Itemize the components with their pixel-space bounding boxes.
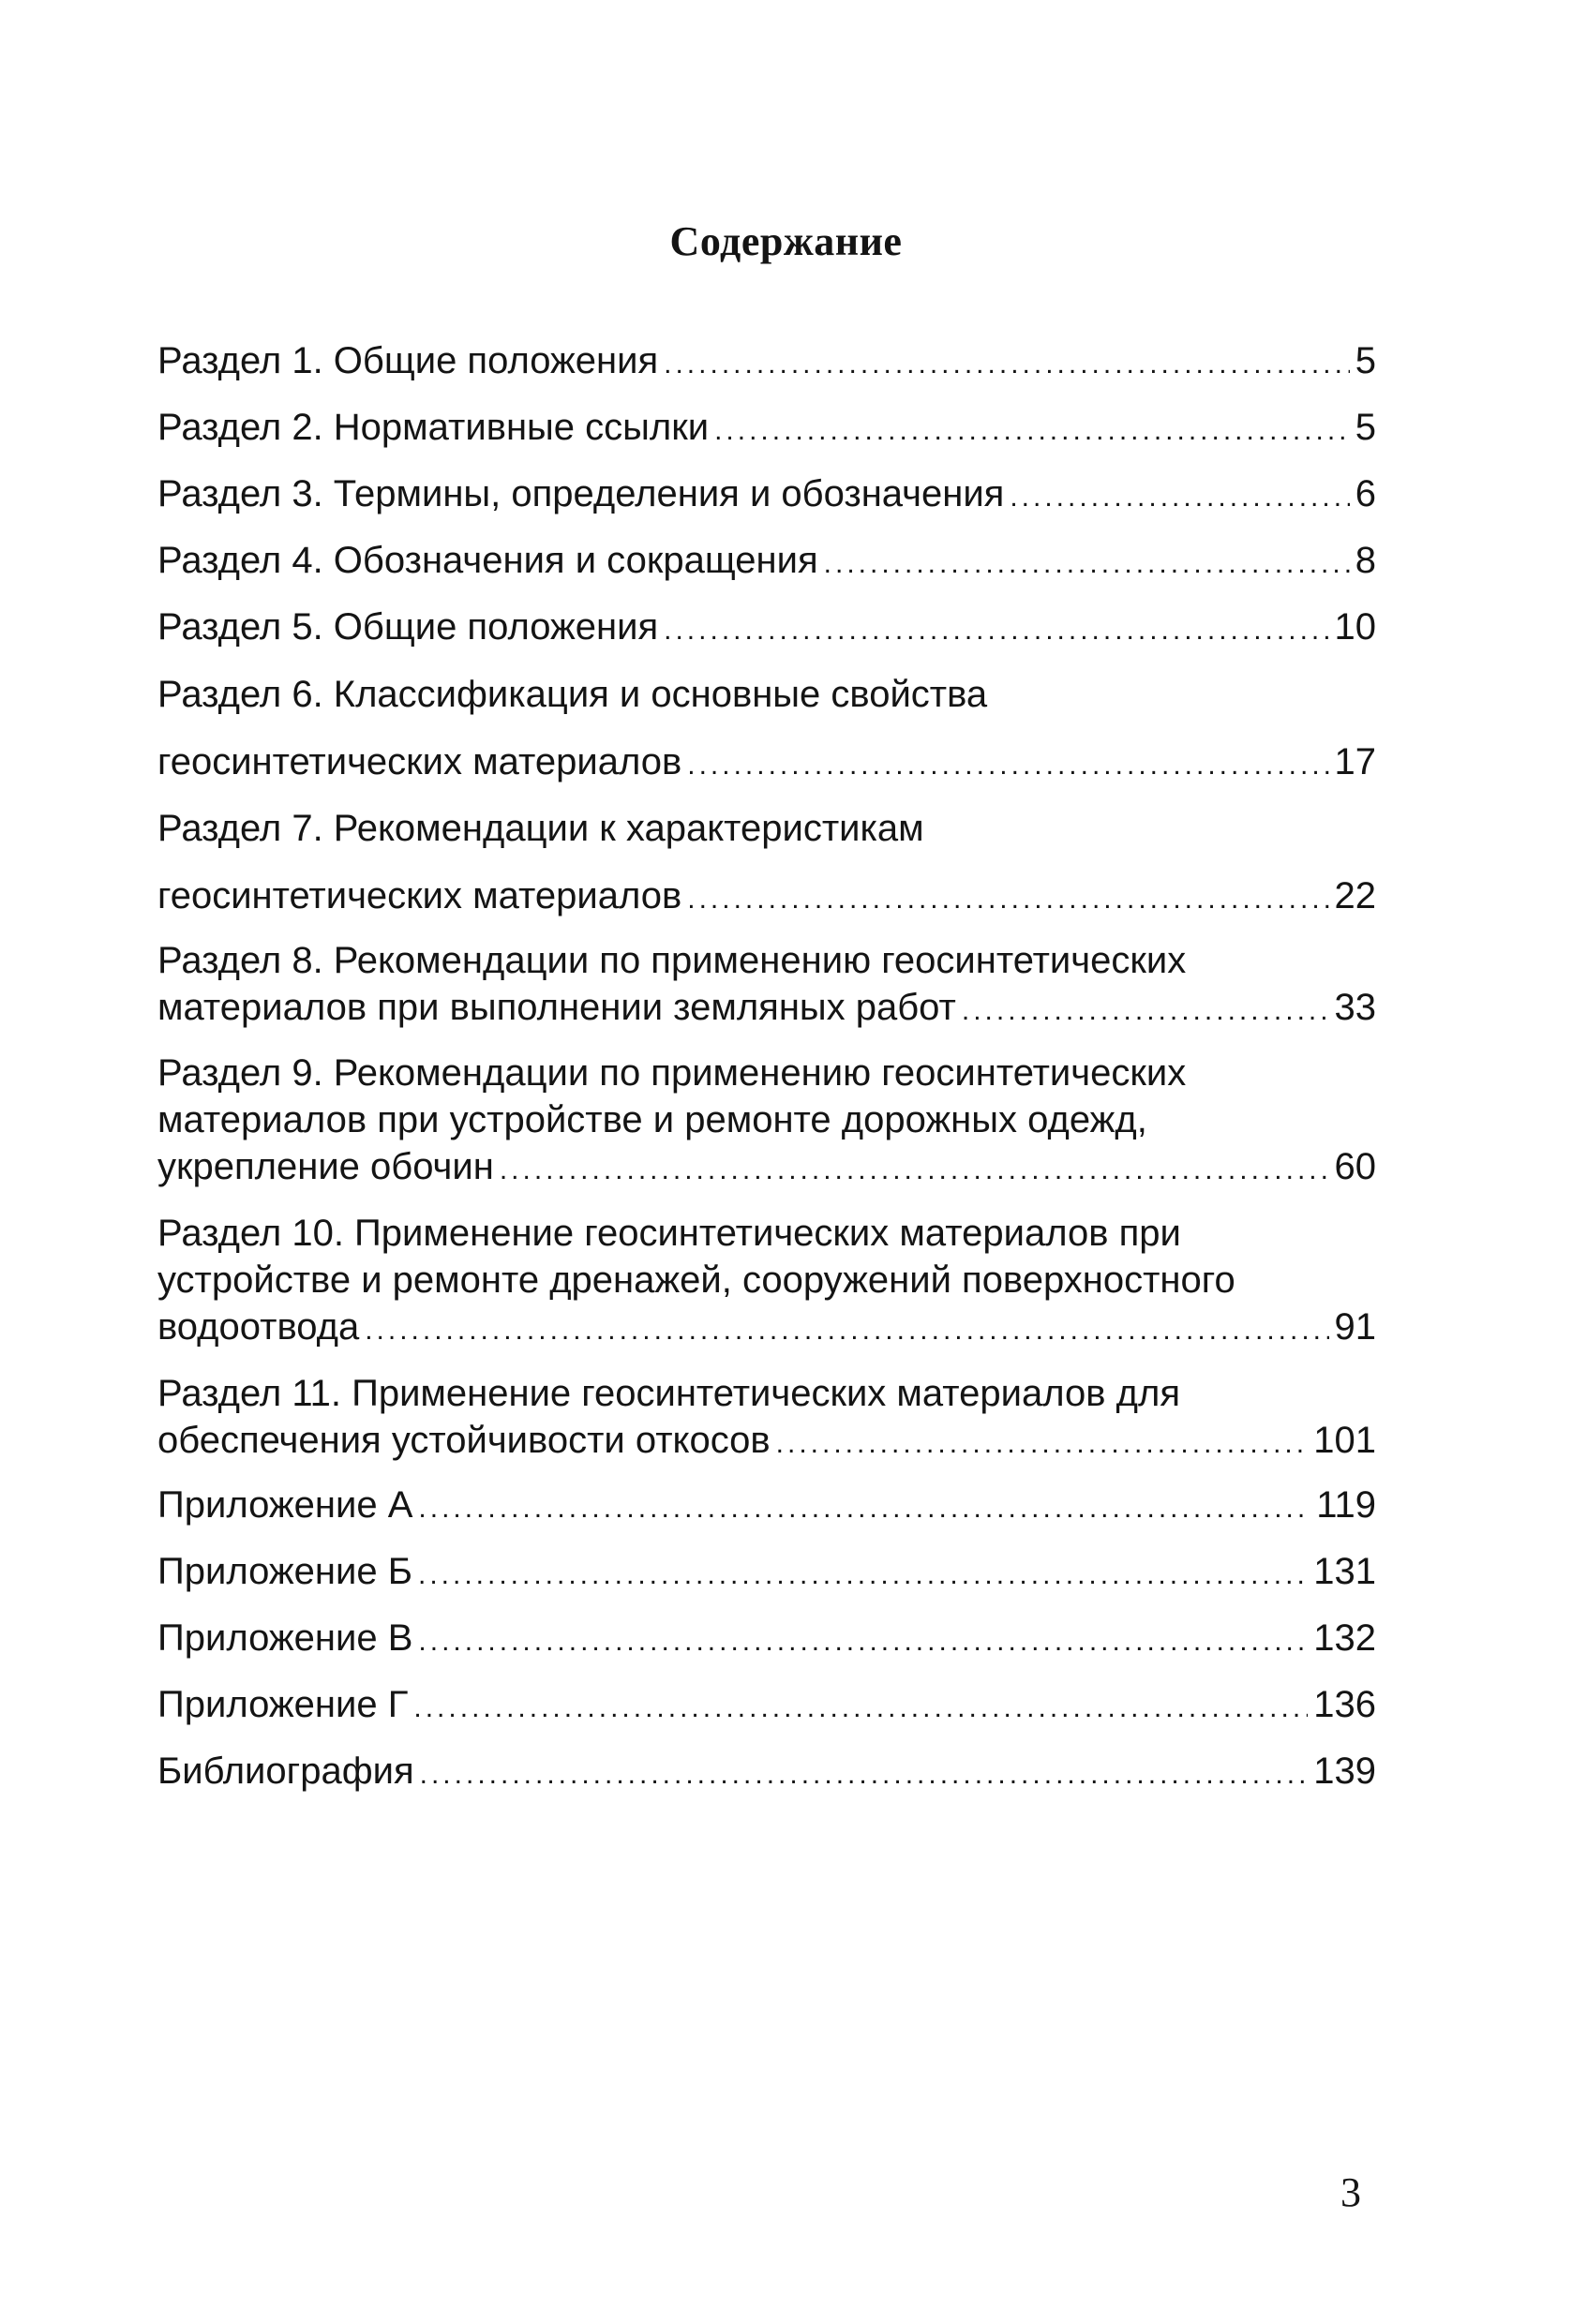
toc-entry-page: 33	[1334, 987, 1376, 1028]
leader-dots	[418, 1485, 1310, 1532]
toc-entry-page: 91	[1334, 1306, 1376, 1348]
toc-entry-text: Раздел 4. Обозначения и сокращения	[157, 540, 818, 581]
toc-entry-text: Раздел 9. Рекомендации по применению геосинтетических	[157, 1052, 1187, 1094]
toc-entry-appendix-a[interactable]	[157, 1482, 1376, 1528]
toc-entry-text: Библиография	[157, 1750, 414, 1792]
toc-entry-page: 60	[1334, 1146, 1376, 1187]
toc-entry-text: Приложение Г	[157, 1684, 409, 1725]
toc-entry-text: Раздел 1. Общие положения	[157, 340, 659, 381]
toc-entry-page: 131	[1313, 1551, 1376, 1592]
toc-entry-section-4[interactable]	[157, 537, 1376, 584]
toc-entry-text: Приложение А	[157, 1484, 413, 1526]
toc-entry-section-9[interactable]	[157, 1050, 1376, 1190]
toc-entry-page: 139	[1313, 1750, 1376, 1792]
toc-entry-text: устройстве и ремонте дренажей, сооружений поверхностного	[157, 1259, 1235, 1301]
leader-dots	[500, 1147, 1329, 1194]
toc-entry-bibliography[interactable]	[157, 1748, 1376, 1795]
toc-entry-page: 132	[1313, 1617, 1376, 1659]
leader-dots	[418, 1552, 1308, 1599]
toc-entry-text: материалов при устройстве и ремонте дорожных одежд,	[157, 1099, 1147, 1140]
toc-entry-text: геосинтетических материалов	[157, 875, 682, 916]
toc-entry-page: 5	[1355, 407, 1376, 448]
toc-entry-section-7[interactable]	[157, 805, 1376, 919]
toc-entry-section-8[interactable]	[157, 937, 1376, 1031]
leader-dots	[413, 1685, 1308, 1732]
leader-dots	[776, 1421, 1309, 1467]
toc-entry-text: геосинтетических материалов	[157, 741, 682, 782]
toc-entry-text: Раздел 6. Классификация и основные свойства	[157, 674, 988, 715]
toc-entry-appendix-b[interactable]	[157, 1548, 1376, 1595]
leader-dots	[824, 541, 1350, 588]
leader-dots	[365, 1307, 1328, 1354]
toc-entry-section-6[interactable]	[157, 671, 1376, 785]
toc-entry-section-1[interactable]	[157, 337, 1376, 384]
toc-entry-section-11[interactable]	[157, 1370, 1376, 1464]
leader-dots	[962, 988, 1329, 1035]
toc-entry-text: Раздел 10. Применение геосинтетических материалов при	[157, 1213, 1181, 1254]
toc-entry-page: 101	[1313, 1420, 1376, 1461]
toc-entry-text: Раздел 2. Нормативные ссылки	[157, 407, 710, 448]
toc-entry-appendix-g[interactable]	[157, 1681, 1376, 1728]
toc-entry-page: 22	[1334, 875, 1376, 916]
leader-dots	[664, 607, 1328, 654]
toc-entry-section-5[interactable]	[157, 603, 1376, 650]
leader-dots	[714, 408, 1350, 454]
leader-dots	[1010, 474, 1349, 521]
toc-entry-text: Раздел 8. Рекомендации по применению геосинтетических	[157, 940, 1187, 981]
toc-entry-text: обеспечения устойчивости откосов	[157, 1420, 771, 1461]
toc-entry-text: Приложение В	[157, 1617, 413, 1659]
toc-entry-text: водоотвода	[157, 1306, 360, 1348]
toc-entry-section-3[interactable]	[157, 470, 1376, 517]
toc-entry-text: материалов при выполнении земляных работ	[157, 987, 956, 1028]
toc-entry-page: 5	[1355, 340, 1376, 381]
toc-entry-section-10[interactable]	[157, 1210, 1376, 1350]
toc-entry-appendix-v[interactable]	[157, 1615, 1376, 1661]
toc-entry-page: 8	[1355, 540, 1376, 581]
leader-dots	[687, 742, 1328, 789]
leader-dots	[687, 876, 1328, 923]
toc-entry-text: Раздел 3. Термины, определения и обозначения	[157, 473, 1005, 514]
toc-entry-text: укрепление обочин	[157, 1146, 494, 1187]
toc-entry-page: 119	[1316, 1484, 1376, 1526]
toc-entry-section-2[interactable]	[157, 404, 1376, 451]
toc-entry-page: 136	[1313, 1684, 1376, 1725]
leader-dots	[418, 1618, 1308, 1665]
leader-dots	[420, 1751, 1309, 1798]
toc-entry-text: Раздел 7. Рекомендации к характеристикам	[157, 808, 924, 849]
toc-entry-page: 6	[1355, 473, 1376, 514]
page-title: Содержание	[669, 218, 903, 264]
page-number: 3	[1340, 2169, 1361, 2215]
toc-entry-text: Приложение Б	[157, 1551, 412, 1592]
toc-entry-page: 10	[1334, 606, 1376, 648]
toc-entry-text: Раздел 5. Общие положения	[157, 606, 659, 648]
leader-dots	[664, 341, 1350, 388]
toc-entry-text: Раздел 11. Применение геосинтетических материалов для	[157, 1373, 1180, 1414]
toc-entry-page: 17	[1334, 741, 1376, 782]
